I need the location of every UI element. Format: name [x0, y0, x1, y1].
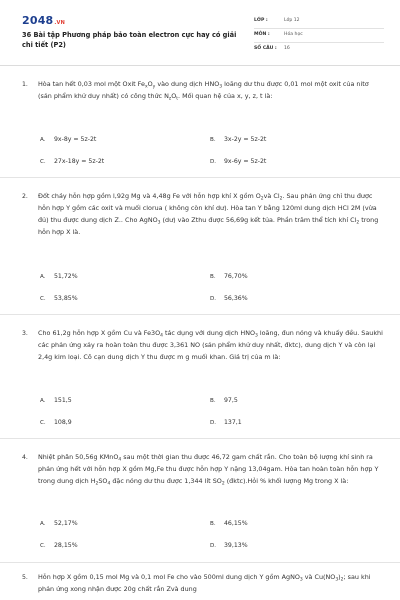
option-text: 56,36% — [224, 295, 248, 302]
site-logo[interactable] — [22, 14, 65, 27]
question-3 — [0, 315, 400, 439]
meta-row-class — [254, 14, 384, 29]
option-d[interactable] — [210, 419, 242, 426]
option-d[interactable] — [210, 158, 266, 165]
question-text: Cho 61,2g hỗn hợp X gồm Cu và $Fe3O_4$ tác dụng với dung dịch $HNO_3$ loãng, đun nóng và khuấy đều. Saukhi các phản ứng xảy ra hoàn toàn thu được 3,361 NO (sản phẩm khử duy nhất, đktc), dung dịch Y và còn lại 2,4g kim loại. Cô cạn dung dịch Y thu được m g muối khan. Giá trị của m là: — [38, 329, 383, 361]
question-text: Nhiệt phân 50,56g KMnO$_4$ sau một thời gian thu được 46,72 gam chất rắn. Cho toàn bộ lượng khí sinh ra phản ứng hết với hỗn hợp X gồm Mg,Fe thu được hỗn hợp Y nặng 13,04gam. Hòa tan hoàn toàn hỗn hợp Y trong dung dịch $H_2SO_4$ đặc nóng dư thu được 1,344 lít $SO_2$ (đktc).Hỏi % khối lượng Mg trong X là: — [38, 453, 379, 487]
option-text: 9x-8y = 5z-2t — [54, 136, 97, 143]
meta-value: Hóa học — [284, 32, 303, 37]
question-number: 1. — [22, 81, 28, 88]
option-letter: A. — [40, 521, 46, 527]
question-text: Đốt cháy hỗn hợp gồm l,92g Mg và 4,48g Fe với hỗn hợp khí X gồm $O_2và$ $Cl_2$. Sau phản ứng chỉ thu được hỗn hợp Y gồm các oxit và muối clorua ( không còn khí dư). Hòa tan Y bằng 120ml dung dịch HCl 2M (vừa đủ) thu được dung dịch Z.. Cho AgNO$_3$ (dư) vào Zthu được 56,69g kết tủa. Phần trăm thể tích khí $Cl_2$ trong hỗn hợp X là. — [38, 192, 379, 236]
document-title: 36 Bài tập Phương pháp bảo toàn electron cực hay có giải chi tiết (P2) — [22, 31, 237, 49]
option-text: 46,15% — [224, 520, 248, 527]
option-letter: B. — [210, 521, 216, 527]
option-text: 53,85% — [54, 295, 78, 302]
question-text: Hỗn hợp X gồm 0,15 mol Mg và 0,1 mol Fe cho vào 500ml dung dịch Y gồm AgNO$_3$ và $Cu(NO_3)_2$; sau khi phản ứng xong nhận được 20g chất rắn Zvà dung — [38, 573, 371, 593]
option-letter: D. — [210, 420, 217, 426]
option-text: 27x-18y = 5z-2t — [54, 158, 105, 165]
option-b[interactable] — [210, 397, 238, 404]
option-text: 137,1 — [224, 419, 242, 426]
option-b[interactable] — [210, 520, 248, 527]
option-letter: B. — [210, 398, 216, 404]
option-d[interactable] — [210, 295, 248, 302]
logo-main: 2048 — [22, 14, 54, 27]
question-number: 4. — [22, 454, 28, 461]
option-letter: A. — [40, 398, 46, 404]
option-letter: D. — [210, 543, 217, 549]
option-a[interactable] — [40, 520, 78, 527]
question-number: 5. — [22, 574, 28, 581]
meta-key: LỚP : — [254, 18, 268, 23]
option-c[interactable] — [40, 419, 72, 426]
option-letter: A. — [40, 137, 46, 143]
option-letter: B. — [210, 137, 216, 143]
option-text: 39,13% — [224, 542, 248, 549]
option-text: 9x-6y = 5z-2t — [224, 158, 267, 165]
option-text: 97,5 — [224, 397, 238, 404]
option-text: 108,9 — [54, 419, 72, 426]
question-5 — [0, 563, 400, 600]
page-header — [0, 0, 400, 66]
option-c[interactable] — [40, 295, 78, 302]
question-2 — [0, 178, 400, 315]
option-letter: C. — [40, 296, 46, 302]
option-letter: D. — [210, 159, 217, 165]
question-number: 2. — [22, 193, 28, 200]
option-text: 51,72% — [54, 273, 78, 280]
meta-key: MÔN : — [254, 32, 270, 37]
logo-suffix: .VN — [54, 20, 65, 26]
question-text: Hòa tan hết 0,03 mol một Oxit $Fe_xO_y$ vào dung dịch $HNO_3$ loãng dư thu được 0,01 mol một oxit của nitơ (sản phẩm khử duy nhất) có công thức $N_zO_t$. Mối quan hệ của x, y, z, t là: — [38, 80, 369, 102]
meta-value: Lớp 12 — [284, 18, 300, 23]
meta-row-count — [254, 42, 384, 57]
option-c[interactable] — [40, 542, 78, 549]
option-letter: B. — [210, 274, 216, 280]
question-1 — [0, 66, 400, 178]
question-4 — [0, 439, 400, 563]
option-text: 3x-2y = 5z-2t — [224, 136, 267, 143]
option-text: 52,17% — [54, 520, 78, 527]
option-b[interactable] — [210, 136, 266, 143]
option-a[interactable] — [40, 397, 72, 404]
option-text: 28,15% — [54, 542, 78, 549]
option-a[interactable] — [40, 136, 96, 143]
option-text: 76,70% — [224, 273, 248, 280]
meta-value: 16 — [284, 46, 290, 51]
option-letter: D. — [210, 296, 217, 302]
meta-row-subject — [254, 28, 384, 43]
question-number: 3. — [22, 330, 28, 337]
option-b[interactable] — [210, 273, 248, 280]
option-letter: A. — [40, 274, 46, 280]
option-letter: C. — [40, 420, 46, 426]
option-text: 151,5 — [54, 397, 72, 404]
meta-key: SỐ CÂU : — [254, 46, 277, 51]
option-letter: C. — [40, 543, 46, 549]
option-letter: C. — [40, 159, 46, 165]
option-c[interactable] — [40, 158, 104, 165]
option-a[interactable] — [40, 273, 78, 280]
option-d[interactable] — [210, 542, 248, 549]
